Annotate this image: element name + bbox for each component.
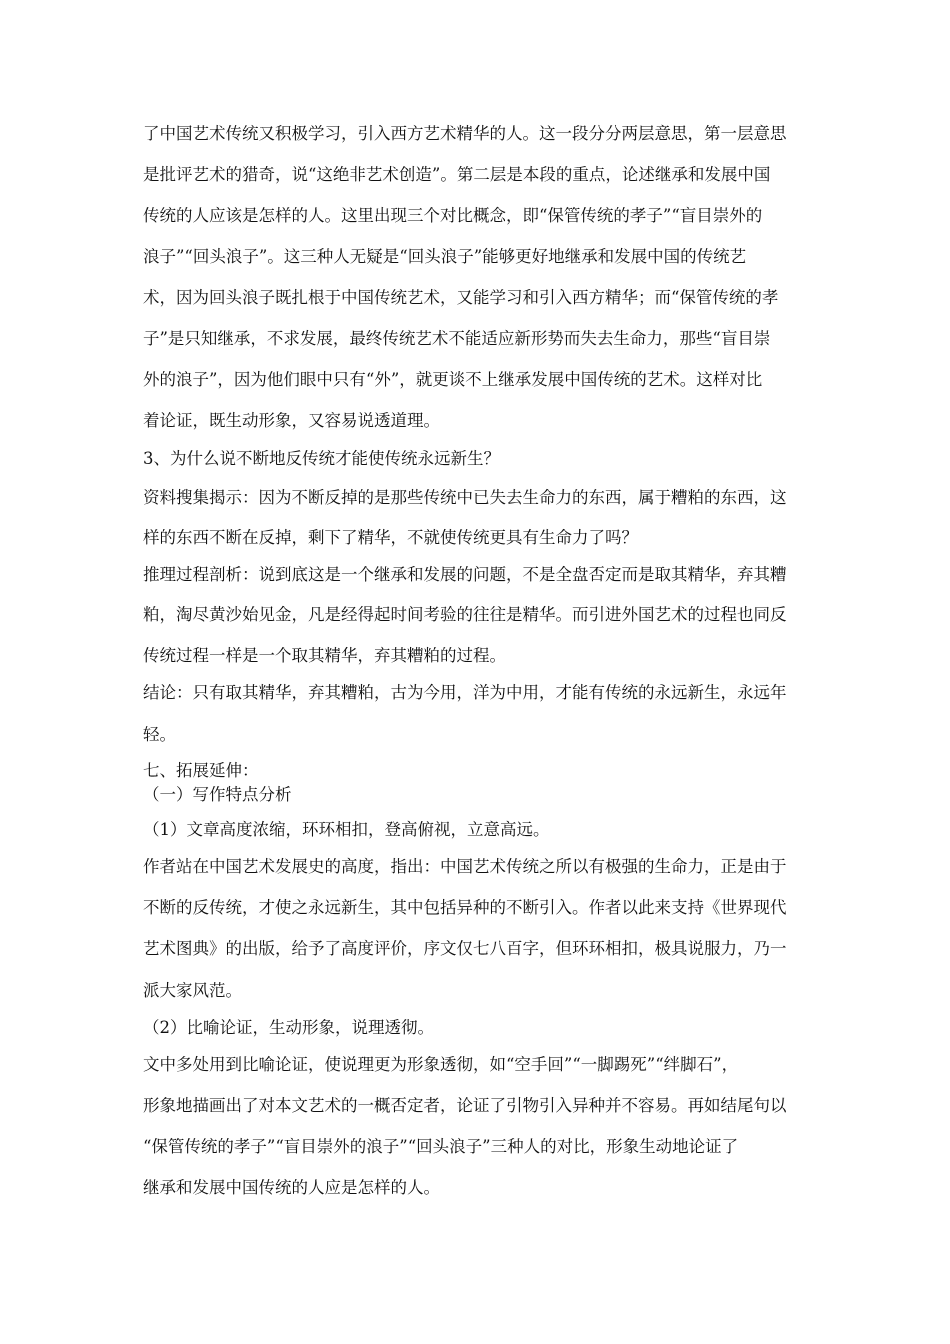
text-line: 传统过程一样是一个取其精华，弃其糟粕的过程。 [143, 646, 506, 665]
text-line: 着论证，既生动形象，又容易说透道理。 [143, 411, 440, 430]
text-line: 作者站在中国艺术发展史的高度，指出：中国艺术传统之所以有极强的生命力，正是由于 [143, 857, 787, 876]
text-line: 不断的反传统，才使之永远新生，其中包括异种的不断引入。作者以此来支持《世界现代 [143, 898, 787, 917]
text-line: 继承和发展中国传统的人应是怎样的人。 [143, 1178, 440, 1197]
text-line: 术，因为回头浪子既扎根于中国传统艺术，又能学习和引入西方精华；而“保管传统的孝 [143, 288, 779, 307]
text-line: 样的东西不断在反掉，剩下了精华，不就使传统更具有生命力了吗？ [143, 528, 638, 547]
text-line: 推理过程剖析：说到底这是一个继承和发展的问题，不是全盘否定而是取其精华，弃其糟 [143, 565, 787, 584]
point-heading: （2）比喻论证，生动形象，说理透彻。 [143, 1018, 434, 1037]
text-line: 外的浪子”，因为他们眼中只有“外”，就更谈不上继承发展中国传统的艺术。这样对比 [143, 370, 763, 389]
text-line: 子”是只知继承，不求发展，最终传统艺术不能适应新形势而失去生命力，那些“盲目崇 [143, 329, 771, 348]
section-heading: 七、拓展延伸： [143, 761, 259, 780]
text-line: 传统的人应该是怎样的人。这里出现三个对比概念，即“保管传统的孝子”“盲目崇外的 [143, 206, 763, 225]
text-line: 浪子”“回头浪子”。这三种人无疑是“回头浪子”能够更好地继承和发展中国的传统艺 [143, 247, 747, 266]
text-line: 是批评艺术的猎奇，说“这绝非艺术创造”。第二层是本段的重点，论述继承和发展中国 [143, 165, 771, 184]
text-line: 文中多处用到比喻论证，使说理更为形象透彻，如“空手回”“一脚踢死”“绊脚石”， [143, 1055, 739, 1074]
text-line: 了中国艺术传统又积极学习，引入西方艺术精华的人。这一段分分两层意思，第一层意思 [143, 124, 787, 143]
question-heading: 3、为什么说不断地反传统才能使传统永远新生？ [143, 449, 500, 468]
text-line: 形象地描画出了对本文艺术的一概否定者，论证了引物引入异种并不容易。再如结尾句以 [143, 1096, 787, 1115]
point-heading: （1）文章高度浓缩，环环相扣，登高俯视，立意高远。 [143, 820, 550, 839]
text-line: 资料搜集揭示：因为不断反掉的是那些传统中已失去生命力的东西，属于糟粕的东西，这 [143, 488, 787, 507]
text-line: 派大家风范。 [143, 981, 242, 1000]
text-line: 轻。 [143, 725, 176, 744]
subsection-heading: （一）写作特点分析 [143, 785, 292, 804]
text-line: 粕，淘尽黄沙始见金，凡是经得起时间考验的往往是精华。而引进外国艺术的过程也同反 [143, 605, 787, 624]
text-line: 结论：只有取其精华，弃其糟粕，古为今用，洋为中用，才能有传统的永远新生，永远年 [143, 683, 787, 702]
text-line: “保管传统的孝子”“盲目崇外的浪子”“回头浪子”三种人的对比，形象生动地论证了 [143, 1137, 739, 1156]
text-line: 艺术图典》的出版，给予了高度评价，序文仅七八百字，但环环相扣，极具说服力，乃一 [143, 939, 787, 958]
